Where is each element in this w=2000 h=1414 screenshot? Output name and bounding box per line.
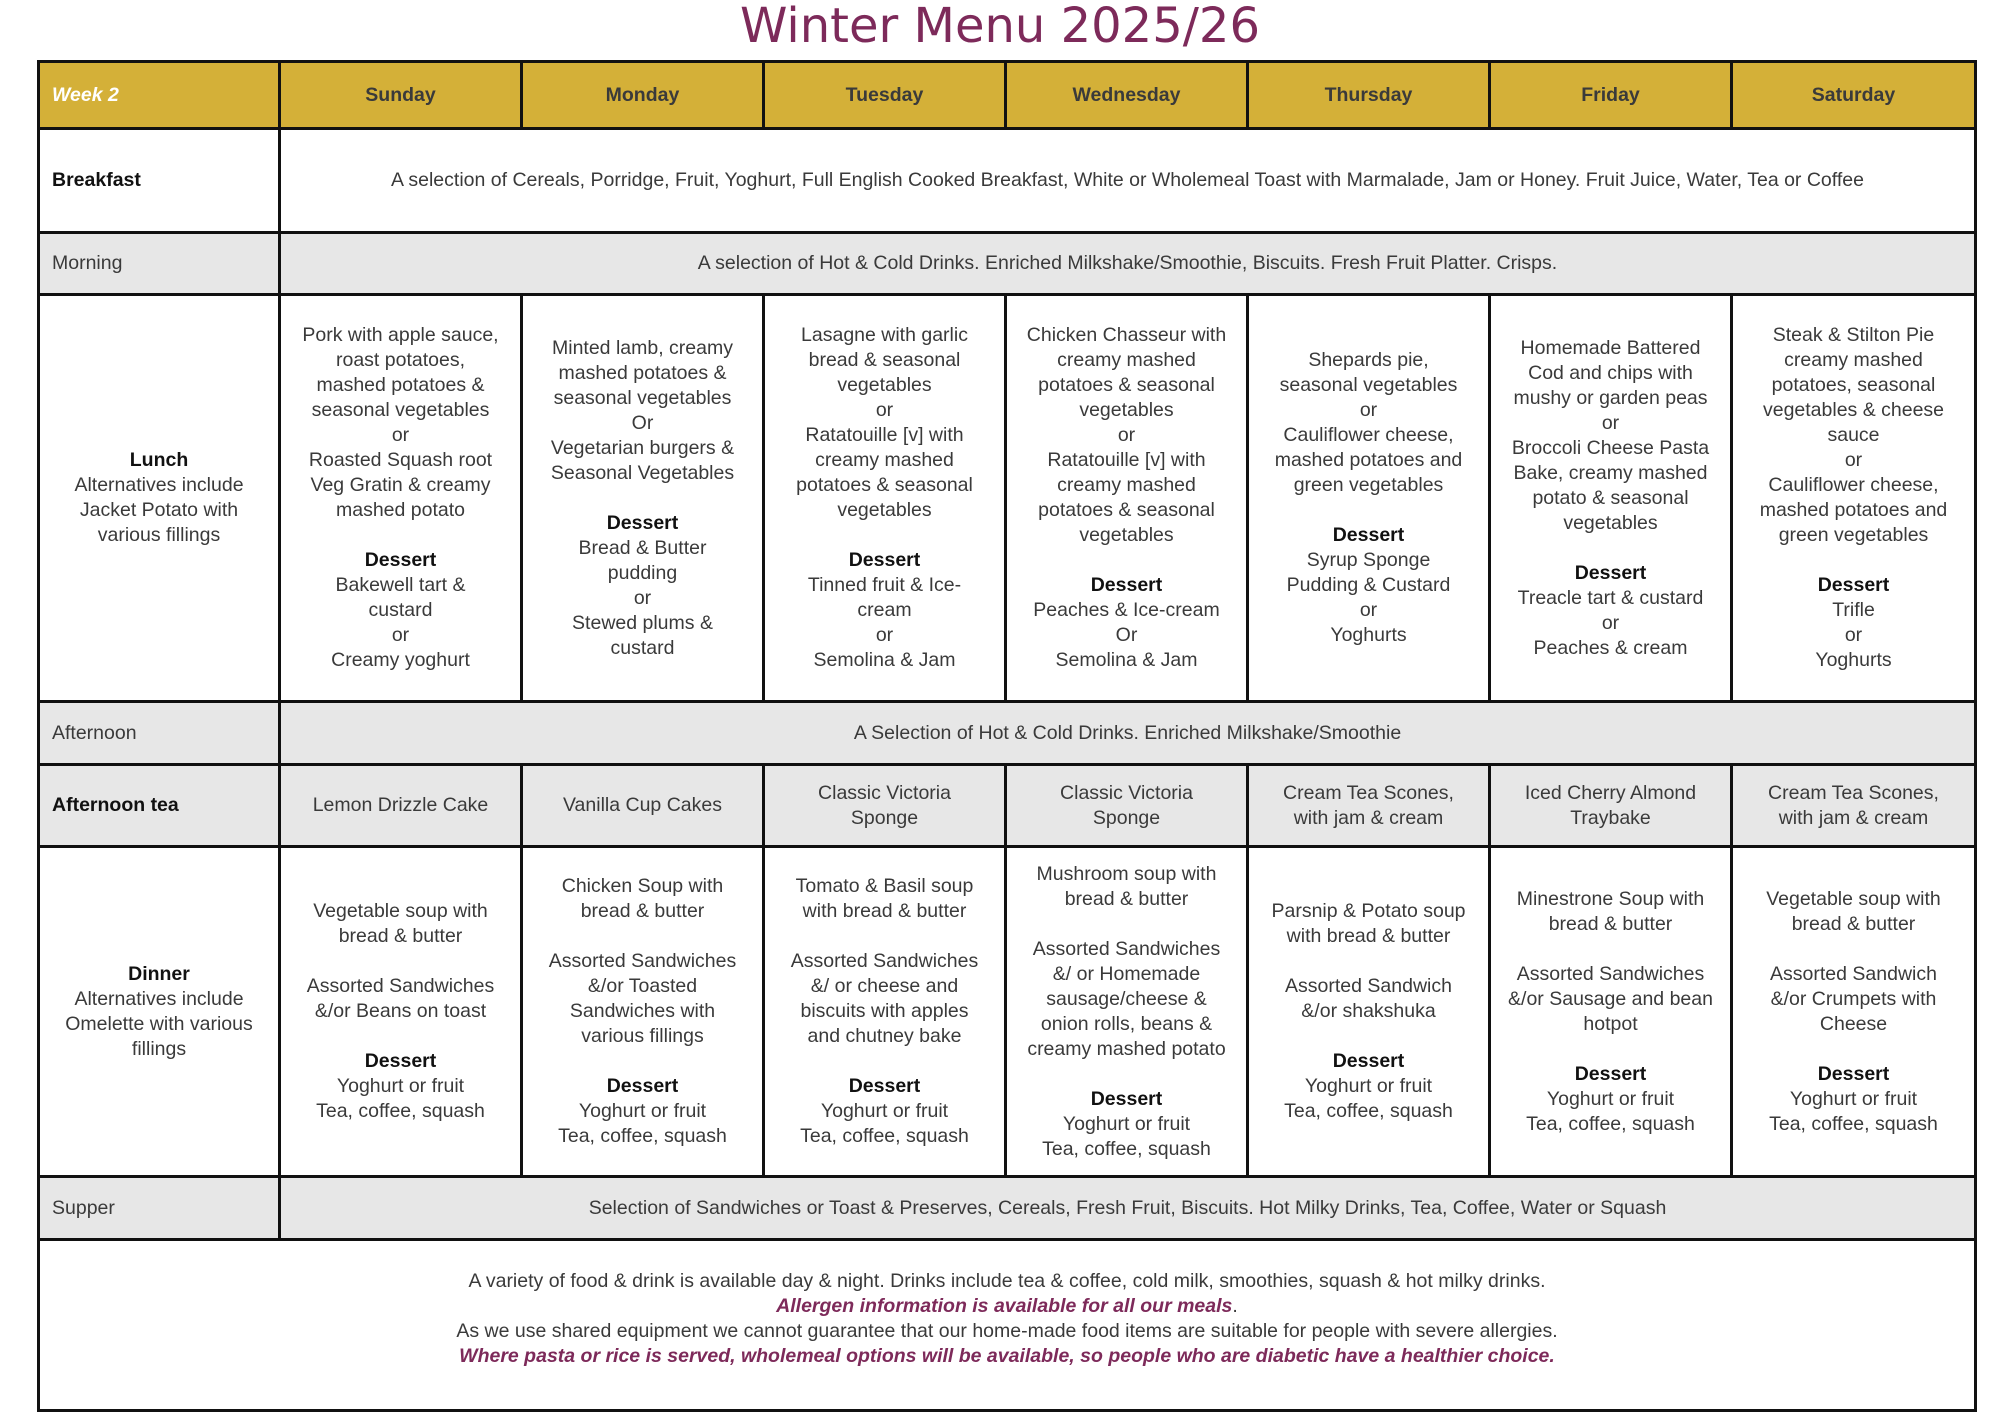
lunch-dessert-line: Syrup Sponge <box>1306 549 1431 571</box>
dessert-heading: Dessert <box>1574 1062 1647 1085</box>
lunch-main-line: vegetables <box>1079 524 1174 546</box>
dinner-cell-wednesday <box>1006 847 1248 1177</box>
lunch-dessert-line: Yoghurts <box>1815 649 1892 671</box>
lunch-cell-friday <box>1490 295 1732 702</box>
lunch-cell-tuesday <box>764 295 1006 702</box>
afternoon-tea-cell-friday <box>1490 765 1732 847</box>
spacer <box>529 486 756 511</box>
spacer <box>1739 1037 1968 1062</box>
lunch-dessert-line: Semolina & Jam <box>813 649 956 671</box>
lunch-main-line: potatoes & seasonal <box>1038 499 1215 521</box>
dinner-cell-sunday <box>280 847 522 1177</box>
dinner-dessert-line: Tea, coffee, squash <box>1769 1112 1938 1135</box>
lunch-dessert-line: or <box>633 586 652 609</box>
dinner-dessert-line: Yoghurt or fruit <box>1789 1087 1918 1110</box>
dinner-main-line: onion rolls, beans & <box>1040 1012 1213 1035</box>
lunch-main-line: Seasonal Vegetables <box>550 461 735 484</box>
spacer <box>1739 937 1968 962</box>
day-header-tuesday: Tuesday <box>764 62 1006 129</box>
lunch-main-line: Homemade Battered <box>1520 336 1701 359</box>
lunch-main-line: potatoes, seasonal <box>1771 374 1936 396</box>
breakfast-label: Breakfast <box>39 129 280 233</box>
page-title: Winter Menu 2025/26 <box>740 0 1260 54</box>
lunch-main-line: Vegetarian burgers & <box>550 436 735 459</box>
day-header-saturday: Saturday <box>1732 62 1976 129</box>
dinner-dessert-line: Tea, coffee, squash <box>800 1125 969 1147</box>
dinner-main-line: &/ or cheese and <box>810 975 959 997</box>
afternoon-tea-line: Classic Victoria <box>1060 781 1193 804</box>
lunch-main-line: mushy or garden peas <box>1513 386 1708 409</box>
lunch-main-line: green vegetables <box>1293 474 1444 496</box>
dessert-heading: Dessert <box>364 549 437 571</box>
afternoon-tea-line: Cream Tea Scones, <box>1768 781 1939 804</box>
dinner-main-line: various fillings <box>581 1025 704 1047</box>
dinner-cell-saturday <box>1732 847 1976 1177</box>
lunch-dessert-line: or <box>1601 611 1620 634</box>
dinner-soup-line: Minestrone Soup with <box>1516 887 1705 910</box>
dinner-main-line: Assorted Sandwiches <box>790 950 979 972</box>
lunch-label <box>39 295 280 702</box>
lunch-dessert-line: Treacle tart & custard <box>1517 586 1704 609</box>
lunch-main-line: Steak & Stilton Pie <box>1772 324 1935 346</box>
afternoon-tea-line: Traybake <box>1570 806 1651 829</box>
day-header-sunday: Sunday <box>280 62 522 129</box>
dinner-main-line: Assorted Sandwiches <box>1516 962 1705 985</box>
lunch-main-line: Veg Gratin & creamy <box>310 474 491 496</box>
dessert-heading: Dessert <box>1817 1062 1890 1085</box>
dinner-soup-line: bread & butter <box>1064 887 1189 910</box>
lunch-main-line: Ratatouille [v] with <box>805 424 964 446</box>
lunch-main-line: potatoes & seasonal <box>1038 374 1215 396</box>
lunch-label-sub: various fillings <box>97 524 221 546</box>
lunch-dessert-line: or <box>1844 624 1863 646</box>
dinner-main-line: biscuits with apples <box>800 1000 969 1022</box>
dessert-heading: Dessert <box>606 1075 679 1097</box>
lunch-main-line: Shepards pie, <box>1308 349 1429 371</box>
dinner-main-line: Assorted Sandwiches <box>548 950 737 972</box>
lunch-label-title: Lunch <box>129 449 189 471</box>
dinner-dessert-line: Yoghurt or fruit <box>336 1075 465 1097</box>
spacer <box>287 523 514 548</box>
lunch-cell-monday <box>522 295 764 702</box>
dinner-dessert-line: Yoghurt or fruit <box>1304 1075 1433 1097</box>
afternoon-label: Afternoon <box>39 702 280 765</box>
lunch-main-line: Broccoli Cheese Pasta <box>1511 436 1710 459</box>
dinner-soup-line: Parsnip & Potato soup <box>1271 900 1466 922</box>
lunch-main-line: or <box>391 424 410 446</box>
dinner-cell-monday <box>522 847 764 1177</box>
lunch-main-line: or <box>875 399 894 421</box>
menu-table <box>37 60 1977 1412</box>
lunch-main-line: Cauliflower cheese, <box>1283 424 1454 446</box>
lunch-main-line: mashed potatoes & <box>558 361 727 384</box>
spacer <box>1013 1062 1240 1087</box>
morning-row <box>39 233 1976 295</box>
lunch-main-line: mashed potato <box>335 499 465 521</box>
dinner-label-sub: Omelette with various <box>65 1012 253 1035</box>
dessert-heading: Dessert <box>1090 574 1163 596</box>
footer-line-1: A variety of food & drink is available day & night. Drinks include tea & coffee, cold milk, smoothies, squash & hot milky drinks. <box>468 1270 1546 1292</box>
dessert-heading: Dessert <box>848 1075 921 1097</box>
dinner-main-line: Cheese <box>1819 1012 1888 1035</box>
lunch-main-line: green vegetables <box>1778 524 1929 546</box>
lunch-main-line: mashed potatoes and <box>1274 449 1463 471</box>
spacer <box>1013 912 1240 937</box>
lunch-dessert-line: cream <box>857 599 912 621</box>
lunch-main-line: vegetables <box>837 374 932 396</box>
lunch-main-line: vegetables <box>837 499 932 521</box>
spacer <box>1255 949 1482 974</box>
lunch-dessert-line: or <box>1359 599 1378 621</box>
lunch-main-line: Or <box>631 411 654 434</box>
dinner-cell-friday <box>1490 847 1732 1177</box>
lunch-label-sub: Alternatives include <box>74 474 244 496</box>
dinner-cell-tuesday <box>764 847 1006 1177</box>
dinner-soup-line: Vegetable soup with <box>313 900 488 922</box>
lunch-main-line: roast potatoes, <box>336 349 465 371</box>
lunch-dessert-line: Creamy yoghurt <box>331 649 470 671</box>
footer-line-4: Where pasta or rice is served, wholemeal options will be available, so people who are diabetic have a healthier choice. <box>459 1345 1555 1367</box>
dessert-heading: Dessert <box>1817 574 1890 596</box>
dinner-cell-thursday <box>1248 847 1490 1177</box>
morning-label: Morning <box>39 233 280 295</box>
lunch-main-line: mashed potatoes and <box>1759 499 1948 521</box>
lunch-cell-saturday <box>1732 295 1976 702</box>
dinner-main-line: and chutney bake <box>807 1025 962 1047</box>
lunch-main-line: seasonal vegetables <box>553 386 732 409</box>
dinner-dessert-line: Tea, coffee, squash <box>558 1125 727 1147</box>
lunch-row <box>39 295 1976 702</box>
dessert-heading: Dessert <box>364 1050 437 1072</box>
dinner-soup-line: Tomato & Basil soup <box>795 875 974 897</box>
dessert-heading: Dessert <box>848 549 921 571</box>
breakfast-row <box>39 129 1976 233</box>
lunch-dessert-line: Stewed plums & <box>572 611 713 634</box>
dinner-main-line: hotpot <box>1583 1012 1638 1035</box>
header-row <box>39 62 1976 129</box>
lunch-main-line: or <box>1601 411 1620 434</box>
spacer <box>1497 536 1724 561</box>
afternoon-tea-line: Iced Cherry Almond <box>1524 781 1697 804</box>
afternoon-tea-line: with jam & cream <box>1778 806 1929 829</box>
lunch-main-line: seasonal vegetables <box>1279 374 1458 396</box>
lunch-dessert-line: or <box>875 624 894 646</box>
lunch-main-line: potatoes & seasonal <box>796 474 973 496</box>
afternoon-tea-cell-tuesday <box>764 765 1006 847</box>
dinner-dessert-line: Yoghurt or fruit <box>1546 1087 1675 1110</box>
day-header-thursday: Thursday <box>1248 62 1490 129</box>
dinner-dessert-line: Tea, coffee, squash <box>1526 1112 1695 1135</box>
afternoon-row <box>39 702 1976 765</box>
dinner-main-line: Sandwiches with <box>569 1000 716 1022</box>
footer-row <box>39 1240 1976 1411</box>
dinner-soup-line: Vegetable soup with <box>1766 887 1941 910</box>
spacer <box>1497 937 1724 962</box>
spacer <box>1497 1037 1724 1062</box>
dinner-soup-line: bread & butter <box>1548 912 1673 935</box>
lunch-dessert-line: Bakewell tart & <box>335 574 466 596</box>
dessert-heading: Dessert <box>1090 1087 1163 1110</box>
supper-label: Supper <box>39 1177 280 1240</box>
footer-line-2 <box>50 1294 1964 1319</box>
dinner-dessert-line: Tea, coffee, squash <box>1042 1137 1211 1160</box>
dinner-main-line: &/or Beans on toast <box>314 1000 487 1022</box>
dessert-heading: Dessert <box>606 511 679 534</box>
dinner-dessert-line: Yoghurt or fruit <box>820 1100 949 1122</box>
spacer <box>1255 498 1482 523</box>
week-label: Week 2 <box>39 62 280 129</box>
dinner-main-line: Assorted Sandwiches <box>306 975 495 997</box>
afternoon-tea-line: with jam & cream <box>1293 806 1444 829</box>
lunch-main-line: Roasted Squash root <box>308 449 493 471</box>
afternoon-tea-cell-sunday <box>280 765 522 847</box>
day-header-wednesday: Wednesday <box>1006 62 1248 129</box>
afternoon-tea-line: Sponge <box>850 806 919 829</box>
lunch-dessert-line: Yoghurts <box>1330 624 1407 646</box>
dinner-main-line: &/or Sausage and bean <box>1508 987 1713 1010</box>
dinner-dessert-line: Yoghurt or fruit <box>578 1100 707 1122</box>
dinner-soup-line: with bread & butter <box>1286 925 1451 947</box>
afternoon-tea-cell-wednesday <box>1006 765 1248 847</box>
breakfast-text: A selection of Cereals, Porridge, Fruit, Yoghurt, Full English Cooked Breakfast, White or Wholemeal Toast with Marmalade, Jam or Honey. Fruit Juice, Water, Tea or Coffee <box>280 129 1976 233</box>
lunch-main-line: Pork with apple sauce, <box>302 324 499 346</box>
lunch-dessert-line: Peaches & Ice-cream <box>1033 599 1220 621</box>
afternoon-tea-cell-monday <box>522 765 764 847</box>
afternoon-tea-row <box>39 765 1976 847</box>
lunch-main-line: sauce <box>1827 424 1880 446</box>
afternoon-tea-line: Sponge <box>1092 806 1161 829</box>
dinner-dessert-line: Yoghurt or fruit <box>1062 1112 1191 1135</box>
afternoon-text: A Selection of Hot & Cold Drinks. Enriched Milkshake/Smoothie <box>280 702 1976 765</box>
spacer <box>1255 1024 1482 1049</box>
supper-row <box>39 1177 1976 1240</box>
lunch-label-sub: Jacket Potato with <box>79 499 239 521</box>
afternoon-tea-label: Afternoon tea <box>39 765 280 847</box>
spacer <box>771 1049 998 1074</box>
spacer <box>529 924 756 949</box>
lunch-dessert-line: Pudding & Custard <box>1286 574 1451 596</box>
lunch-dessert-line: pudding <box>607 561 678 584</box>
afternoon-tea-line: Lemon Drizzle Cake <box>312 794 489 816</box>
lunch-main-line: Cauliflower cheese, <box>1768 474 1939 496</box>
lunch-dessert-line: custard <box>368 599 433 621</box>
lunch-dessert-line: Tinned fruit & Ice- <box>807 574 962 596</box>
lunch-dessert-line: custard <box>610 636 675 659</box>
morning-text: A selection of Hot & Cold Drinks. Enriched Milkshake/Smoothie, Biscuits. Fresh Fruit Platter. Crisps. <box>280 233 1976 295</box>
lunch-main-line: Cod and chips with <box>1528 361 1693 384</box>
lunch-main-line: creamy mashed <box>1784 349 1923 371</box>
lunch-main-line: creamy mashed <box>1057 349 1196 371</box>
dinner-soup-line: bread & butter <box>580 900 705 922</box>
afternoon-tea-line: Vanilla Cup Cakes <box>563 794 722 816</box>
dinner-soup-line: Mushroom soup with <box>1036 862 1217 885</box>
afternoon-tea-cell-saturday <box>1732 765 1976 847</box>
spacer <box>1013 548 1240 573</box>
lunch-dessert-line: Trifle <box>1832 599 1875 621</box>
dinner-main-line: &/or Crumpets with <box>1770 987 1937 1010</box>
lunch-main-line: mashed potatoes & <box>316 374 485 396</box>
lunch-cell-wednesday <box>1006 295 1248 702</box>
lunch-dessert-line: Or <box>1115 624 1138 646</box>
lunch-main-line: Chicken Chasseur with <box>1026 324 1227 346</box>
footer-line-3: As we use shared equipment we cannot guarantee that our home-made food items are suitable for people with severe allergies. <box>456 1320 1558 1342</box>
dinner-soup-line: bread & butter <box>338 925 463 947</box>
lunch-dessert-line: Bread & Butter <box>578 536 707 559</box>
dessert-heading: Dessert <box>1574 561 1647 584</box>
dinner-label <box>39 847 280 1177</box>
dinner-label-title: Dinner <box>128 962 190 985</box>
spacer <box>287 949 514 974</box>
spacer <box>529 1049 756 1074</box>
dinner-main-line: creamy mashed potato <box>1027 1037 1226 1060</box>
dinner-row <box>39 847 1976 1177</box>
lunch-main-line: potato & seasonal <box>1532 486 1689 509</box>
dinner-main-line: Assorted Sandwiches <box>1032 937 1221 960</box>
lunch-main-line: Ratatouille [v] with <box>1047 449 1206 471</box>
lunch-main-line: seasonal vegetables <box>311 399 490 421</box>
lunch-main-line: vegetables & cheese <box>1762 399 1945 421</box>
day-header-monday: Monday <box>522 62 764 129</box>
lunch-main-line: vegetables <box>1079 399 1174 421</box>
lunch-dessert-line: Peaches & cream <box>1533 636 1688 659</box>
lunch-cell-thursday <box>1248 295 1490 702</box>
lunch-main-line: or <box>1359 399 1378 421</box>
lunch-main-line: vegetables <box>1563 511 1658 534</box>
spacer <box>1739 548 1968 573</box>
supper-text: Selection of Sandwiches or Toast & Preserves, Cereals, Fresh Fruit, Biscuits. Hot Milky Drinks, Tea, Coffee, Water or Squash <box>280 1177 1976 1240</box>
dinner-main-line: &/or shakshuka <box>1301 1000 1436 1022</box>
dinner-dessert-line: Tea, coffee, squash <box>1284 1100 1453 1122</box>
allergen-note-tail: . <box>1232 1295 1238 1317</box>
lunch-main-line: creamy mashed <box>815 449 954 471</box>
dinner-label-sub: fillings <box>131 1037 187 1060</box>
dinner-main-line: Assorted Sandwich <box>1770 962 1937 985</box>
dinner-soup-line: bread & butter <box>1791 912 1916 935</box>
dessert-heading: Dessert <box>1332 1050 1405 1072</box>
lunch-cell-sunday <box>280 295 522 702</box>
dinner-main-line: &/or Toasted <box>587 975 698 997</box>
lunch-dessert-line: Semolina & Jam <box>1055 649 1198 671</box>
dinner-main-line: sausage/cheese & <box>1046 987 1207 1010</box>
lunch-main-line: Minted lamb, creamy <box>552 336 733 359</box>
dinner-soup-line: Chicken Soup with <box>561 875 724 897</box>
lunch-main-line: Bake, creamy mashed <box>1513 461 1708 484</box>
lunch-main-line: creamy mashed <box>1057 474 1196 496</box>
dinner-main-line: &/ or Homemade <box>1052 962 1201 985</box>
afternoon-tea-cell-thursday <box>1248 765 1490 847</box>
lunch-main-line: or <box>1117 424 1136 446</box>
afternoon-tea-line: Cream Tea Scones, <box>1283 781 1454 804</box>
footer-notes <box>39 1240 1976 1411</box>
day-header-friday: Friday <box>1490 62 1732 129</box>
dinner-main-line: Assorted Sandwich <box>1285 975 1452 997</box>
dessert-heading: Dessert <box>1332 524 1405 546</box>
dinner-soup-line: with bread & butter <box>802 900 967 922</box>
spacer <box>771 924 998 949</box>
dinner-dessert-line: Tea, coffee, squash <box>316 1100 485 1122</box>
lunch-main-line: or <box>1844 449 1863 471</box>
dinner-label-sub: Alternatives include <box>74 987 244 1010</box>
spacer <box>771 523 998 548</box>
lunch-dessert-line: or <box>391 624 410 646</box>
lunch-main-line: bread & seasonal <box>808 349 961 371</box>
spacer <box>287 1024 514 1049</box>
afternoon-tea-line: Classic Victoria <box>818 781 951 804</box>
lunch-main-line: Lasagne with garlic <box>801 324 968 346</box>
allergen-note: Allergen information is available for all our meals <box>776 1295 1233 1317</box>
